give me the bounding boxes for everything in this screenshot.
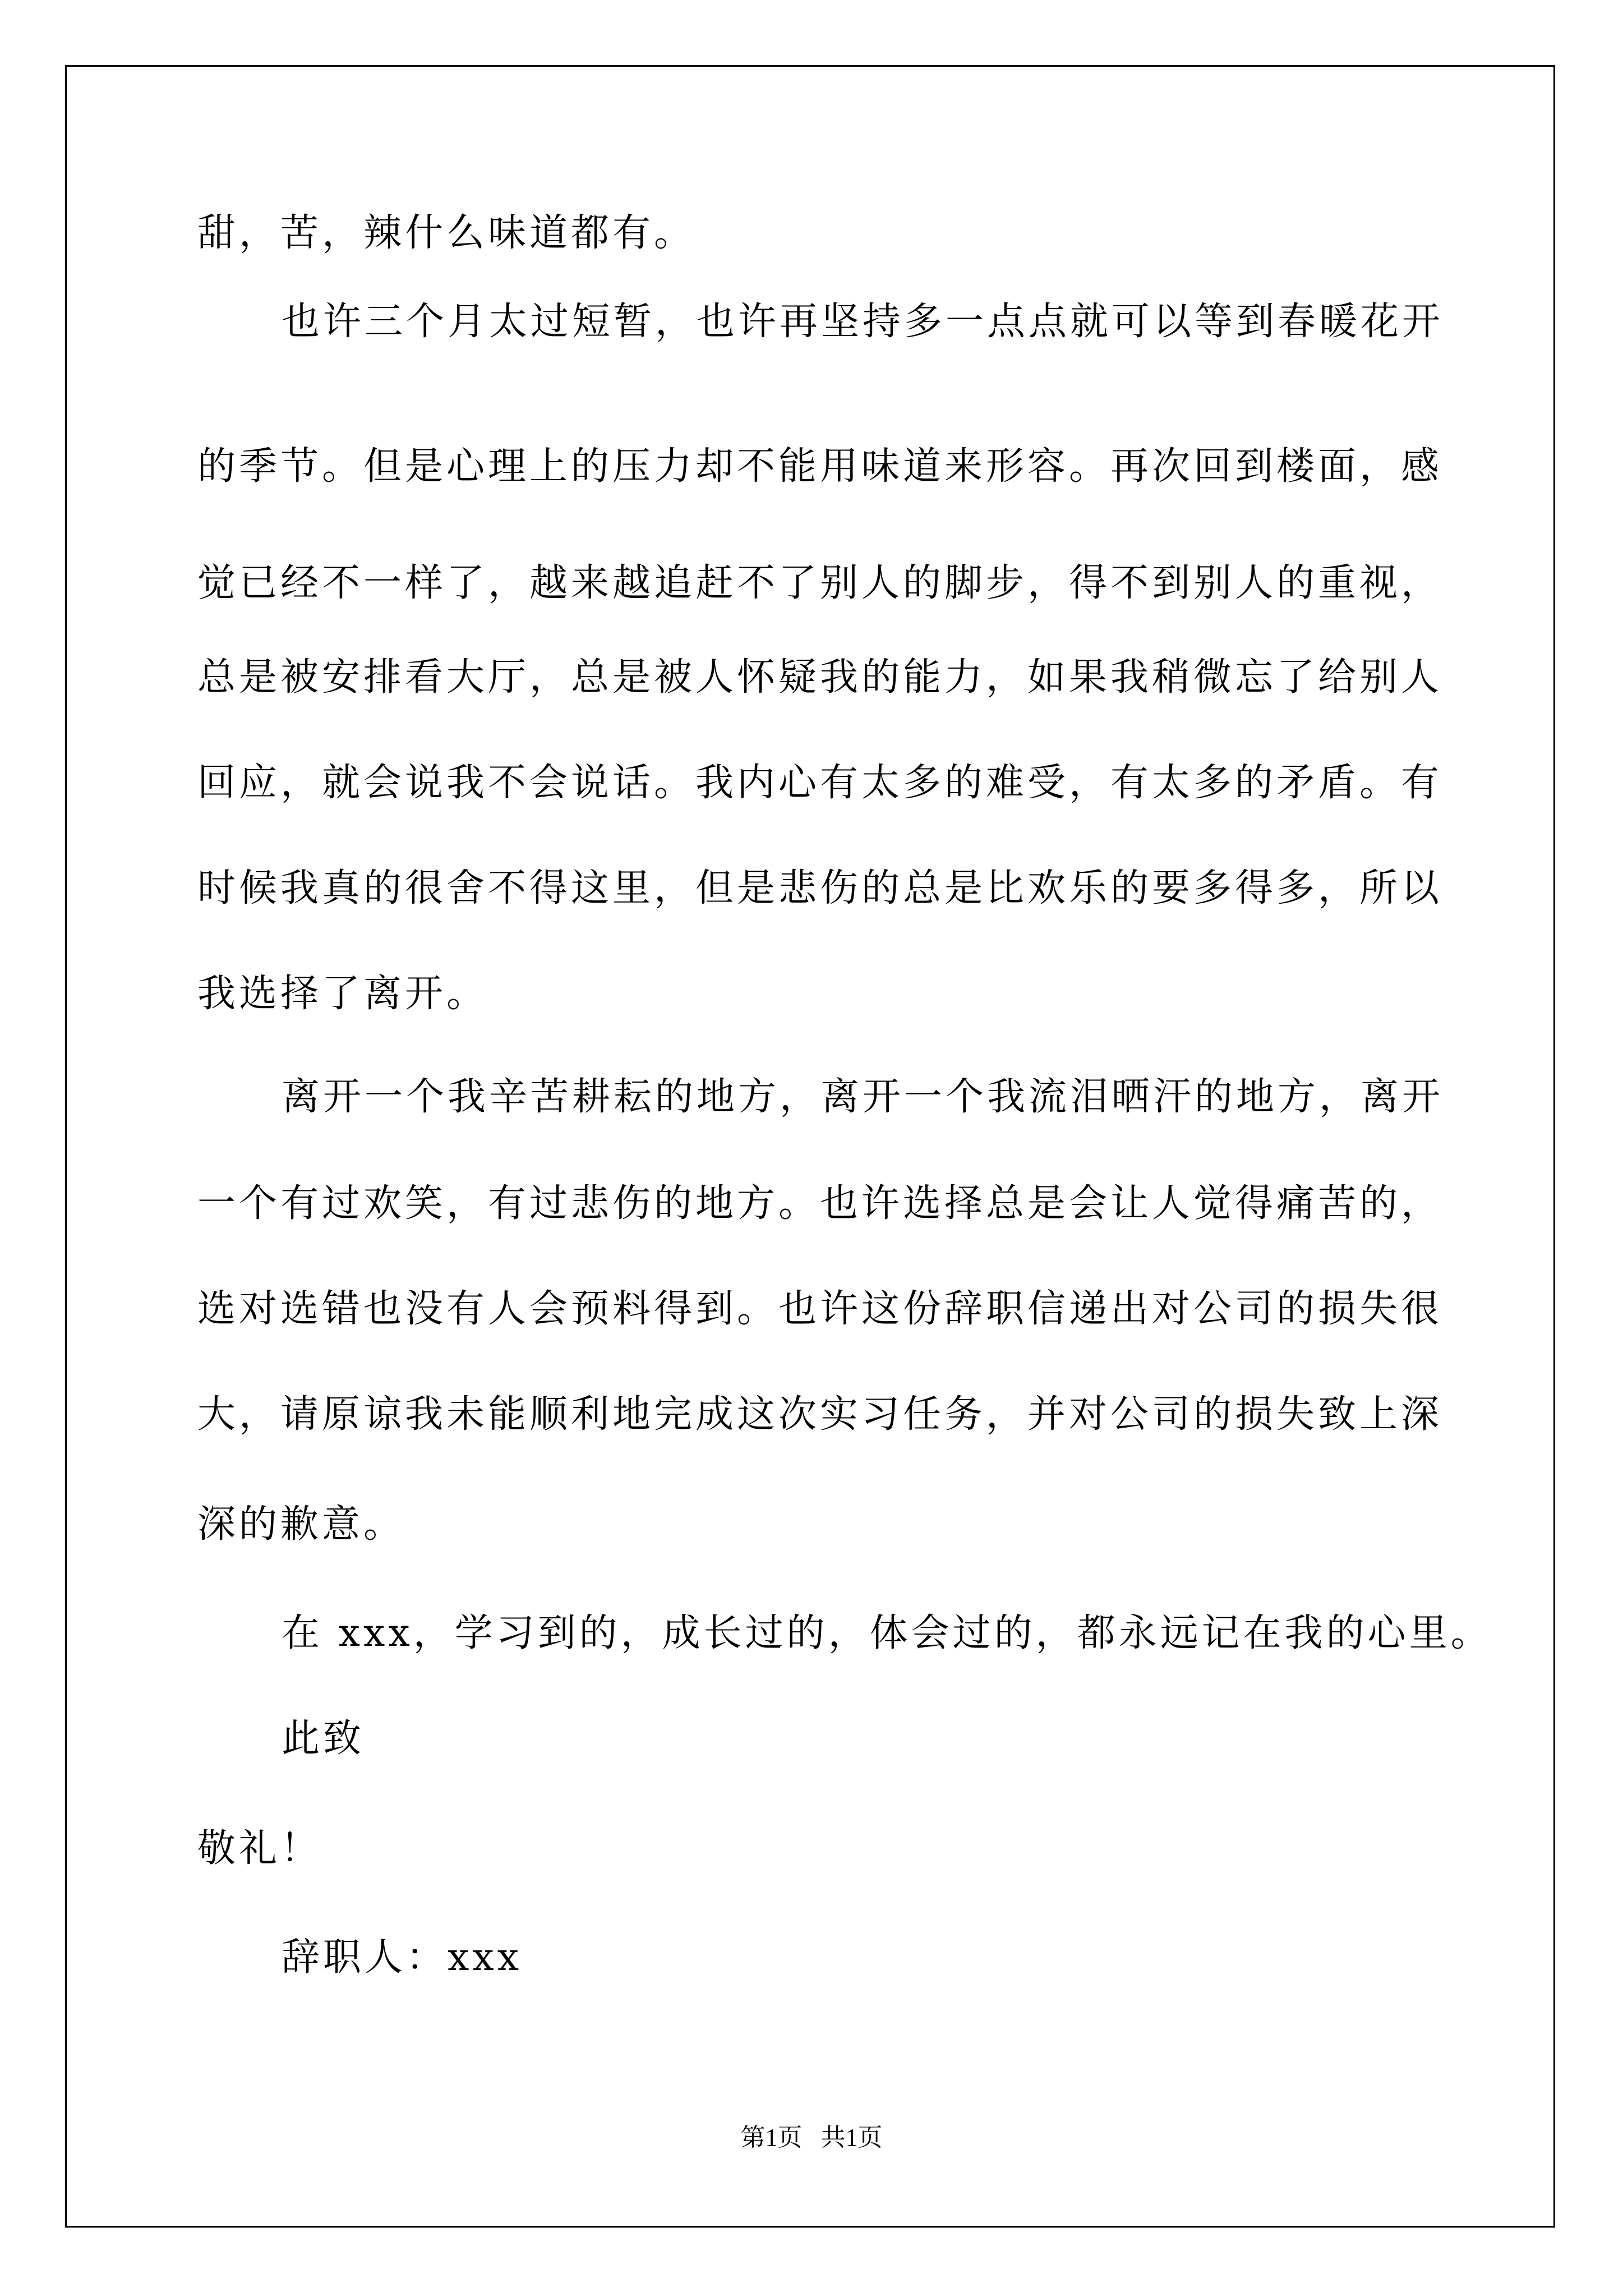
paragraph-start-line: 离开一个我辛苦耕耘的地方，离开一个我流泪晒汗的地方，离开 [282,1075,1444,1119]
text-line: 甜，苦，辣什么味道都有。 [197,211,696,255]
page-footer: 第1页 共1页 [740,2124,883,2151]
text-line: 回应，就会说我不会说话。我内心有太多的难受，有太多的矛盾。有 [197,761,1443,805]
text-line: 我选择了离开。 [197,972,488,1016]
text-line: 觉已经不一样了，越来越追赶不了别人的脚步，得不到别人的重视， [197,561,1443,605]
salutation: 敬礼！ [197,1826,322,1871]
page-border [65,65,1555,2228]
signature-line: 辞职人：xxx [282,1935,523,1980]
text-line: 时候我真的很舍不得这里，但是悲伤的总是比欢乐的要多得多，所以 [197,866,1443,910]
text-line: 选对选错也没有人会预料得到。也许这份辞职信递出对公司的损失很 [197,1287,1443,1331]
closing-greeting: 此致 [282,1717,365,1761]
paragraph-start-line: 也许三个月太过短暂，也许再坚持多一点点就可以等到春暖花开 [282,300,1444,344]
text-line: 一个有过欢笑，有过悲伤的地方。也许选择总是会让人觉得痛苦的， [197,1181,1443,1226]
text-line: 深的歉意。 [197,1502,405,1547]
paragraph-start-line: 在 xxx，学习到的，成长过的，体会过的，都永远记在我的心里。 [282,1611,1492,1655]
text-line: 总是被安排看大厅，总是被人怀疑我的能力，如果我稍微忘了给别人 [197,655,1443,700]
text-line: 的季节。但是心理上的压力却不能用味道来形容。再次回到楼面，感 [197,444,1443,489]
text-line: 大，请原谅我未能顺利地完成这次实习任务，并对公司的损失致上深 [197,1392,1443,1437]
